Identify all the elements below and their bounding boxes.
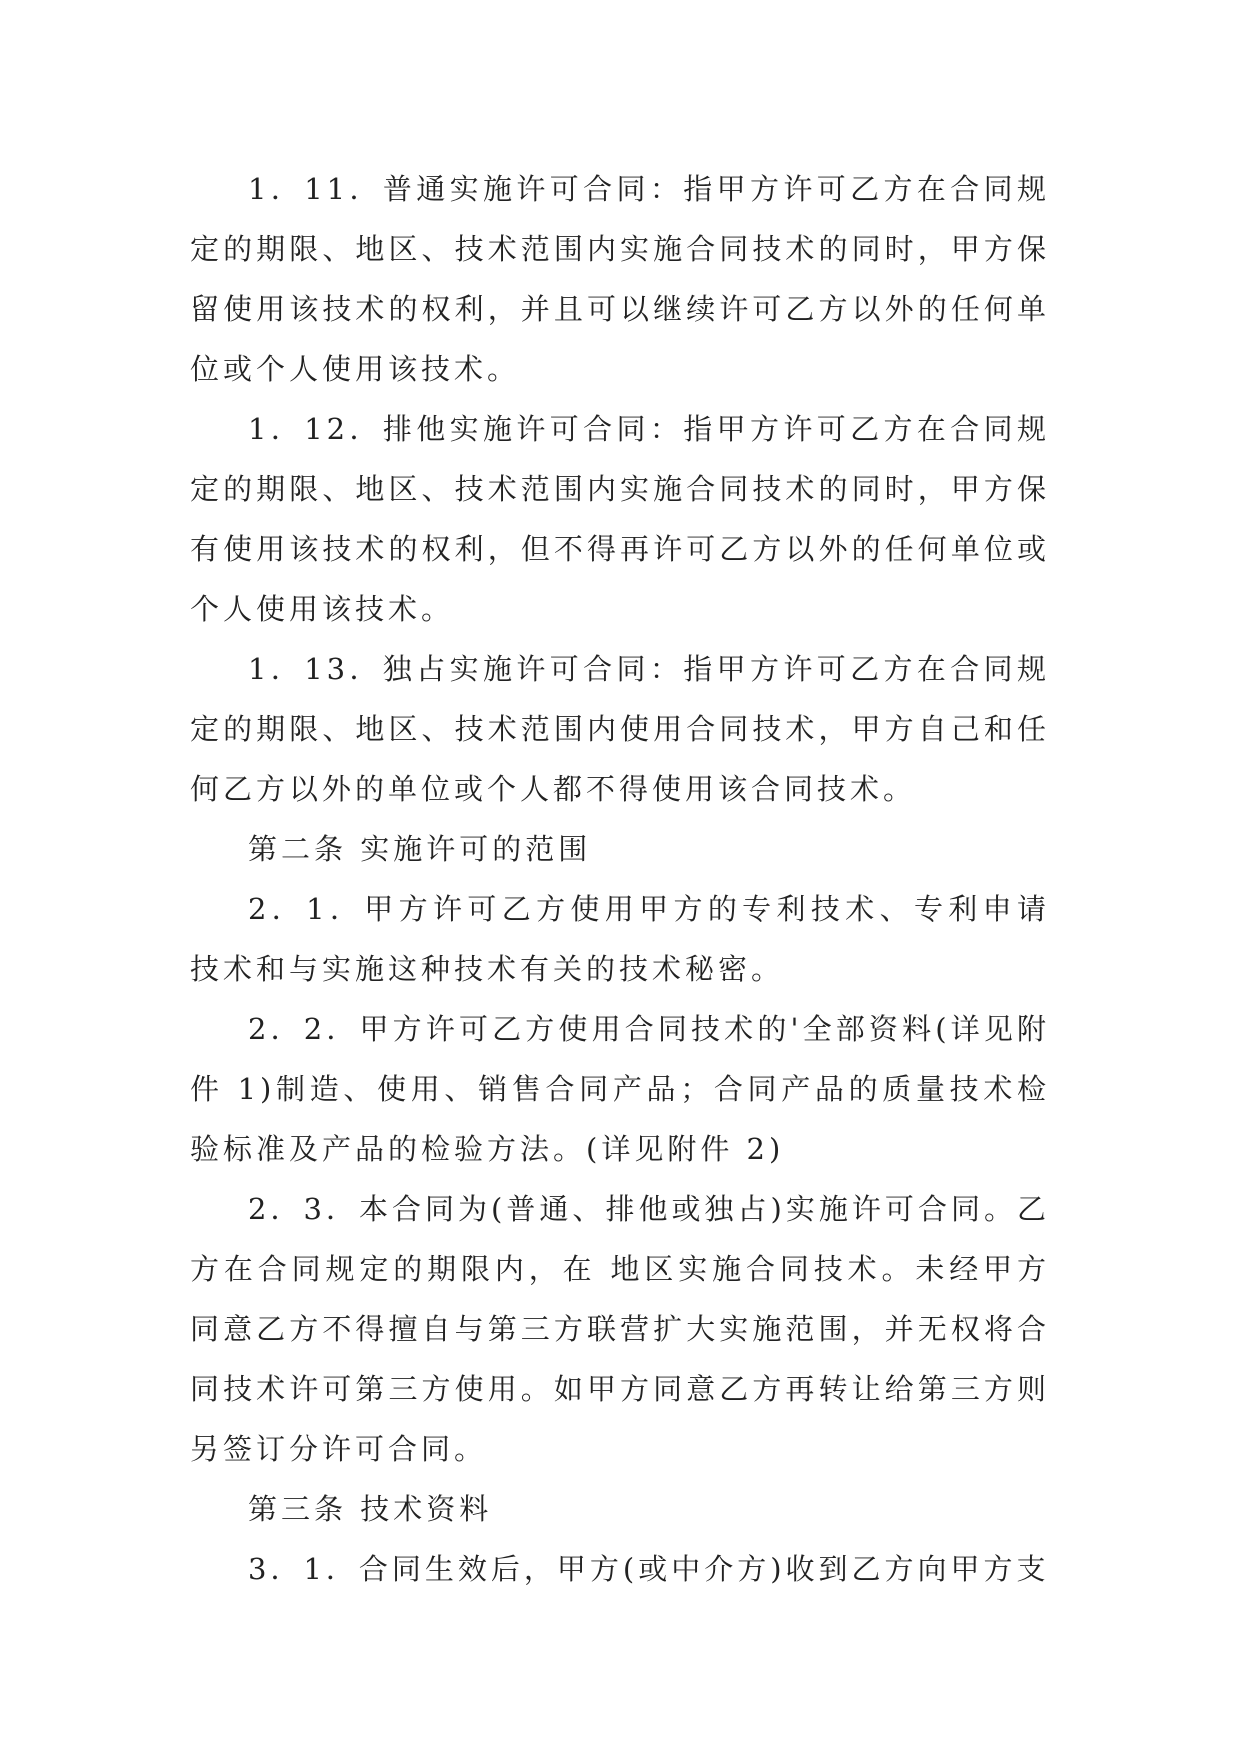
clause-3-1: 3．1．合同生效后，甲方(或中介方)收到乙方向甲方支 — [248, 1552, 1050, 1586]
article-3-heading: 第三条 技术资料 — [248, 1492, 493, 1526]
clause-2-3: 2．3．本合同为(普通、排他或独占)实施许可合同。乙方在合同规定的期限内，在 地区实施合同技术。未经甲方同意乙方不得擅自与第三方联营扩大实施范围，并无权将合同技术许可第三方使用。如甲方同意乙方再转让给第三方则另签订分许可合同。 — [190, 1192, 1050, 1466]
clause-1-12: 1．12．排他实施许可合同：指甲方许可乙方在合同规定的期限、地区、技术范围内实施合同技术的同时，甲方保有使用该技术的权利，但不得再许可乙方以外的任何单位或个人使用该技术。 — [190, 412, 1050, 626]
clause-2-1: 2．1．甲方许可乙方使用甲方的专利技术、专利申请技术和与实施这种技术有关的技术秘密。 — [190, 892, 1050, 986]
clause-1-11: 1．11．普通实施许可合同：指甲方许可乙方在合同规定的期限、地区、技术范围内实施合同技术的同时，甲方保留使用该技术的权利，并且可以继续许可乙方以外的任何单位或个人使用该技术。 — [190, 172, 1050, 386]
article-2-heading: 第二条 实施许可的范围 — [248, 832, 592, 866]
clause-2-2: 2．2．甲方许可乙方使用合同技术的'全部资料(详见附件 1)制造、使用、销售合同产品；合同产品的质量技术检验标准及产品的检验方法。(详见附件 2) — [190, 1012, 1050, 1166]
document-page — [190, 159, 1050, 1599]
clause-1-13: 1．13．独占实施许可合同：指甲方许可乙方在合同规定的期限、地区、技术范围内使用合同技术，甲方自己和任何乙方以外的单位或个人都不得使用该合同技术。 — [190, 652, 1050, 806]
